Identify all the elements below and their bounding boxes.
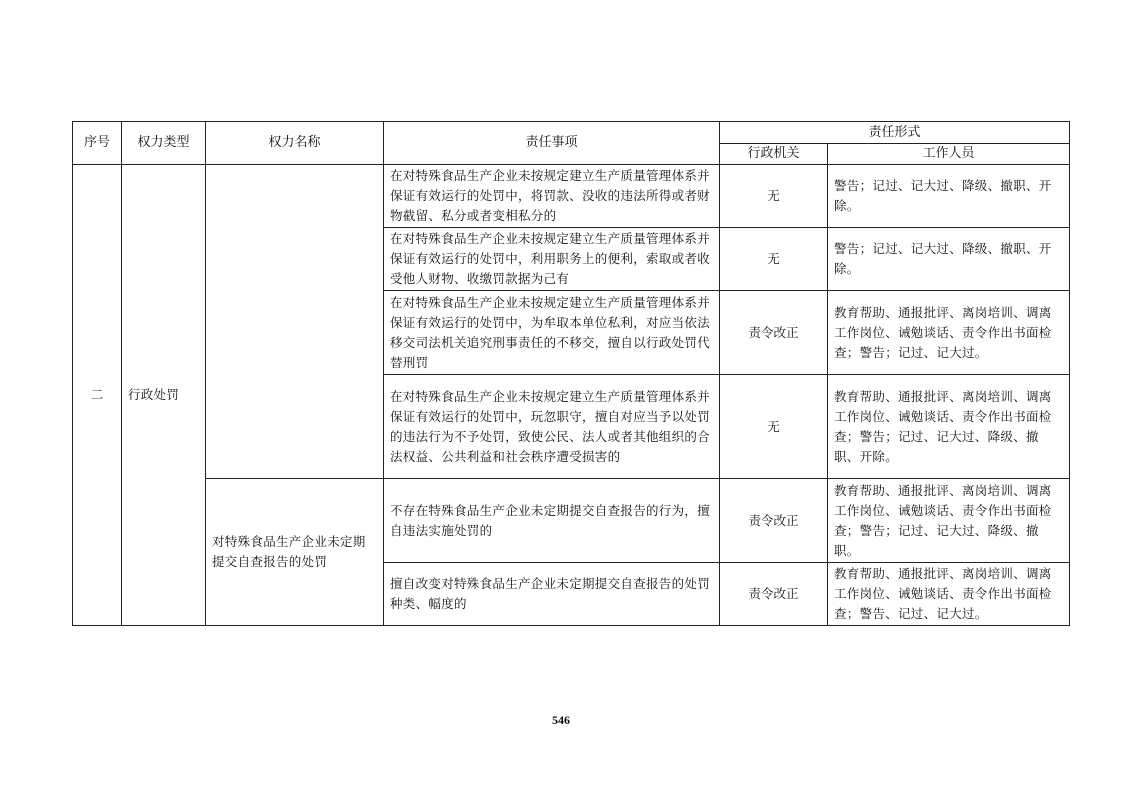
header-power-type: 权力类型 (122, 122, 206, 165)
staff-cell: 教育帮助、通报批评、离岗培训、调离工作岗位、诫勉谈话、责令作出书面检查；警告、记过、记大过。 (828, 563, 1070, 626)
group-power-name-1 (206, 165, 384, 479)
page-number: 546 (552, 713, 570, 727)
agency-cell: 无 (720, 228, 828, 291)
staff-cell: 教育帮助、通报批评、离岗培训、调离工作岗位、诫勉谈话、责令作出书面检查；警告；记过、记大过。 (828, 291, 1070, 375)
header-responsibility-form: 责任形式 (720, 122, 1070, 144)
group-power-name-2: 对特殊食品生产企业未定期提交自查报告的处罚 (206, 479, 384, 626)
header-power-name: 权力名称 (206, 122, 384, 165)
duty-cell: 不存在特殊食品生产企业未定期提交自查报告的行为，擅自违法实施处罚的 (384, 479, 720, 563)
agency-cell: 无 (720, 165, 828, 228)
duty-cell: 在对特殊食品生产企业未按规定建立生产质量管理体系并保证有效运行的处罚中，将罚款、没收的违法所得或者财物截留、私分或者变相私分的 (384, 165, 720, 228)
header-duty: 责任事项 (384, 122, 720, 165)
duty-cell: 在对特殊食品生产企业未按规定建立生产质量管理体系并保证有效运行的处罚中，玩忽职守，擅自对应当予以处罚的违法行为不予处罚，致使公民、法人或者其他组织的合法权益、公共利益和社会秩序遭受损害的 (384, 375, 720, 479)
table-row (73, 165, 1070, 228)
staff-cell: 教育帮助、通报批评、离岗培训、调离工作岗位、诫勉谈话、责令作出书面检查；警告；记过、记大过、降级、撤职。 (828, 479, 1070, 563)
header-index: 序号 (73, 122, 122, 165)
table-row (73, 479, 1070, 563)
group-index: 二 (73, 165, 122, 626)
agency-cell: 责令改正 (720, 291, 828, 375)
duty-cell: 在对特殊食品生产企业未按规定建立生产质量管理体系并保证有效运行的处罚中，为牟取本单位私利，对应当依法移交司法机关追究刑事责任的不移交，擅自以行政处罚代替刑罚 (384, 291, 720, 375)
agency-cell: 责令改正 (720, 563, 828, 626)
agency-cell: 责令改正 (720, 479, 828, 563)
duty-cell: 在对特殊食品生产企业未按规定建立生产质量管理体系并保证有效运行的处罚中，利用职务上的便利，索取或者收受他人财物、收缴罚款据为己有 (384, 228, 720, 291)
duty-cell: 擅自改变对特殊食品生产企业未定期提交自查报告的处罚种类、幅度的 (384, 563, 720, 626)
header-row (73, 122, 1070, 144)
staff-cell: 警告；记过、记大过、降级、撤职、开除。 (828, 228, 1070, 291)
responsibility-table (72, 121, 1070, 626)
header-admin-agency: 行政机关 (720, 144, 828, 165)
header-staff: 工作人员 (828, 144, 1070, 165)
agency-cell: 无 (720, 375, 828, 479)
group-power-type: 行政处罚 (122, 165, 206, 626)
staff-cell: 警告；记过、记大过、降级、撤职、开除。 (828, 165, 1070, 228)
staff-cell: 教育帮助、通报批评、离岗培训、调离工作岗位、诫勉谈话、责令作出书面检查；警告；记过、记大过、降级、撤职、开除。 (828, 375, 1070, 479)
